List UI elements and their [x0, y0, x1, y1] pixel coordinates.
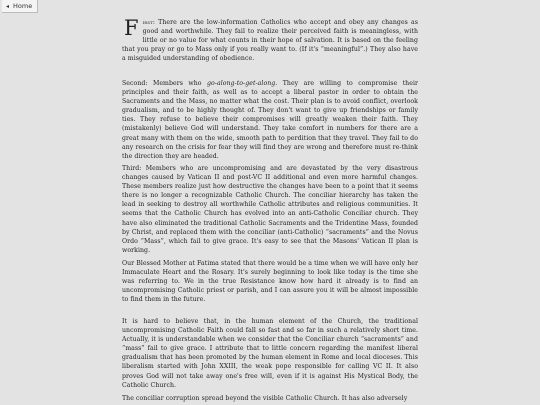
home-label: Home: [13, 2, 33, 10]
paragraph-first: [122, 18, 418, 63]
paragraph-text-rest: . They are willing to compromise their principles and their faith, as well as to accept a liberal pastor in order to obtain the Sacraments and the Mass, no matter what the cost. Their plan is to avoid conflict, overlook gradualism, and to be highly thought of. They don't want to give up friendships or family ties. They refuse to believe their compromises will greatly weaken their faith. They (mistakenly) believe God will understand. They take comfort in numbers for there are a great many with them on the wide, smooth path to perdition that they travel. They fail to do any research on the crisis for fear they will find they are wrong and therefore must re-think the direction they are headed.: [122, 80, 418, 160]
emphasis-phrase: go-along-to-get-along: [206, 80, 276, 87]
paragraph-fatima: Our Blessed Mother at Fatima stated that there would be a time when we will have only her Immaculate Heart and the Rosary. It's surely beginning to look like today is the time she was referring to. We in the true Resistance know how hard it already is to find an uncompromising Catholic priest or parish, and I can assure you it will be almost impossible to find them in the future.: [122, 260, 418, 304]
paragraph-corruption: The conciliar corruption spread beyond the visible Catholic Church. It has also adversely: [122, 395, 408, 402]
home-button[interactable]: [2, 0, 38, 13]
paragraph-text: : There are the low-information Catholics who accept and obey any changes as good and worthwhile. They fail to realize their perceived faith is meaningless, with little or no value for what counts in their hope of salvation. It is based on the feeling that you pray or go to Mass only if you really want to. (If it's “meaningful”.) They also have a misguided understanding of obedience.: [122, 19, 418, 63]
drop-cap: F: [124, 16, 139, 40]
paragraph-lead-word: irst: [142, 19, 153, 26]
paragraph-text-start: Second: Members who: [122, 80, 207, 87]
paragraph-second: [122, 79, 418, 161]
paragraph-belief: It is hard to believe that, in the human element of the Church, the traditional uncompromising Catholic Faith could fall so fast and so far in such a relatively short time. Actually, it is understandable when we consider that the Conciliar church “sacraments” and “mass” fail to give grace. I attribute that to little concern regarding the manifest liberal gradualism that has been promoted by the human element in Rome and local dioceses. This liberalism started with John XXIII, the weak pope responsible for calling VC II. It also proves God will not take away one's free will, even if it is against His Mystical Body, the Catholic Church.: [122, 318, 418, 389]
back-arrow-icon: ◂: [6, 3, 10, 10]
paragraph-third: Third: Members who are uncompromising and are devastated by the very disastrous changes caused by Vatican II and post-VC II additional and even more harmful changes. These members realize just how destructive the changes have been to a point that it seems there is no longer a recognizable Catholic Church. The conciliar hierarchy has taken the lead in seeking to destroy all worthwhile Catholic attributes and religious communities. It seems that the Catholic Church has evolved into an anti-Catholic Conciliar church. They have also eliminated the traditional Catholic Sacraments and the Tridentine Mass, founded by Christ, and replaced them with the conciliar (anti-Catholic) “sacraments” and the Novus Ordo “Mass”, which fail to give grace. It's easy to see that the Masons' Vatican II plan is working.: [122, 165, 418, 254]
